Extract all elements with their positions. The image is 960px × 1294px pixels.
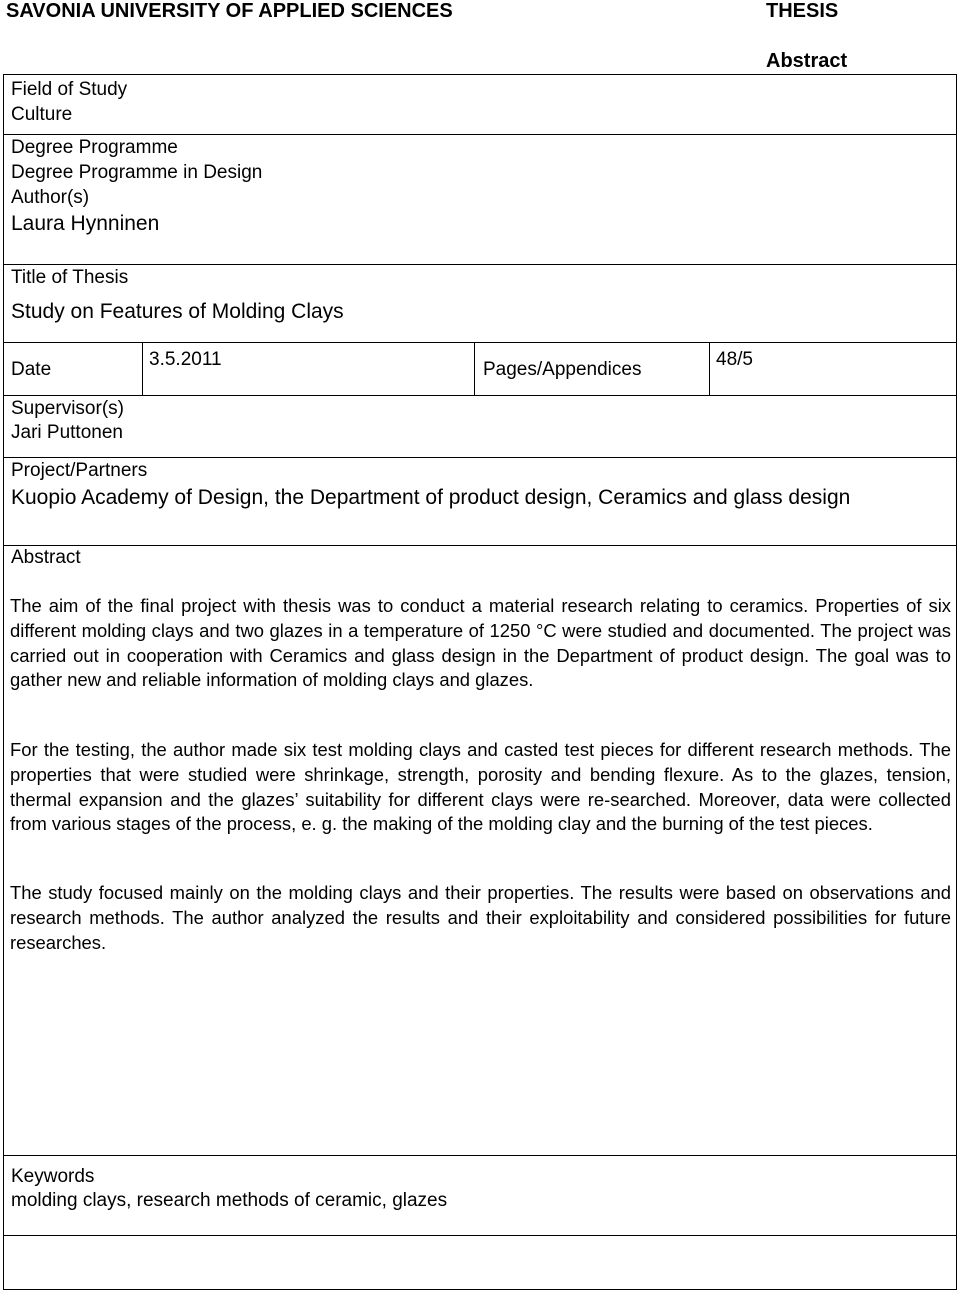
university-name: SAVONIA UNIVERSITY OF APPLIED SCIENCES (6, 0, 453, 22)
pages-label: Pages/Appendices (483, 359, 642, 380)
supervisor-value: Jari Puttonen (11, 422, 123, 443)
section-label: Abstract (766, 50, 848, 72)
field-of-study-value: Culture (11, 104, 73, 125)
keywords-value: molding clays, research methods of ceramic, glazes (11, 1190, 448, 1211)
author-label: Author(s) (11, 187, 90, 208)
divider (4, 545, 956, 546)
thesis-title-value: Study on Features of Molding Clays (11, 300, 344, 323)
thesis-title-label: Title of Thesis (11, 267, 129, 288)
abstract-paragraph-text: The aim of the final project with thesis was to conduct a material research relating to ceramics. Properties of six different molding clays and two glazes in a temperature of 1250 °C were studied and documented. The project was carried out in cooperation with Ceramics and glass design in the Department of product design. The goal was to gather new and reliable information of molding clays and glazes. (10, 595, 951, 691)
date-value: 3.5.2011 (149, 349, 222, 370)
document-type: THESIS (766, 0, 839, 22)
author-value: Laura Hynninen (11, 212, 160, 235)
keywords-label: Keywords (11, 1166, 95, 1187)
abstract-paragraph (10, 738, 951, 837)
abstract-label: Abstract (11, 547, 81, 568)
divider (142, 342, 143, 395)
abstract-paragraph-text: For the testing, the author made six test molding clays and casted test pieces for different research methods. The properties that were studied were shrinkage, strength, porosity and bending flexure. As to the glazes, tension, thermal expansion and the glazes’ suitability for different clays were re-searched. Moreover, data were collected from various stages of the process, e. g. the making of the molding clay and the burning of the test pieces. (10, 739, 951, 835)
divider (4, 395, 956, 396)
degree-programme-label: Degree Programme (11, 137, 178, 158)
divider (4, 342, 956, 343)
degree-programme-value: Degree Programme in Design (11, 162, 263, 183)
abstract-paragraph (10, 881, 951, 955)
divider (4, 1155, 956, 1156)
divider (709, 342, 710, 395)
divider (4, 457, 956, 458)
partners-value: Kuopio Academy of Design, the Department of product design, Ceramics and glass design (11, 486, 851, 509)
divider (4, 1235, 956, 1236)
field-of-study-label: Field of Study (11, 79, 128, 100)
abstract-paragraph-text: The study focused mainly on the molding clays and their properties. The results were based on observations and research methods. The author analyzed the results and their exploitability and considered possibilities for future researches. (10, 882, 951, 953)
supervisor-label: Supervisor(s) (11, 398, 124, 419)
divider (4, 264, 956, 265)
date-label: Date (11, 359, 52, 380)
abstract-paragraph (10, 594, 951, 693)
divider (4, 134, 956, 135)
pages-value: 48/5 (716, 349, 753, 370)
divider (474, 342, 475, 395)
partners-label: Project/Partners (11, 460, 148, 481)
